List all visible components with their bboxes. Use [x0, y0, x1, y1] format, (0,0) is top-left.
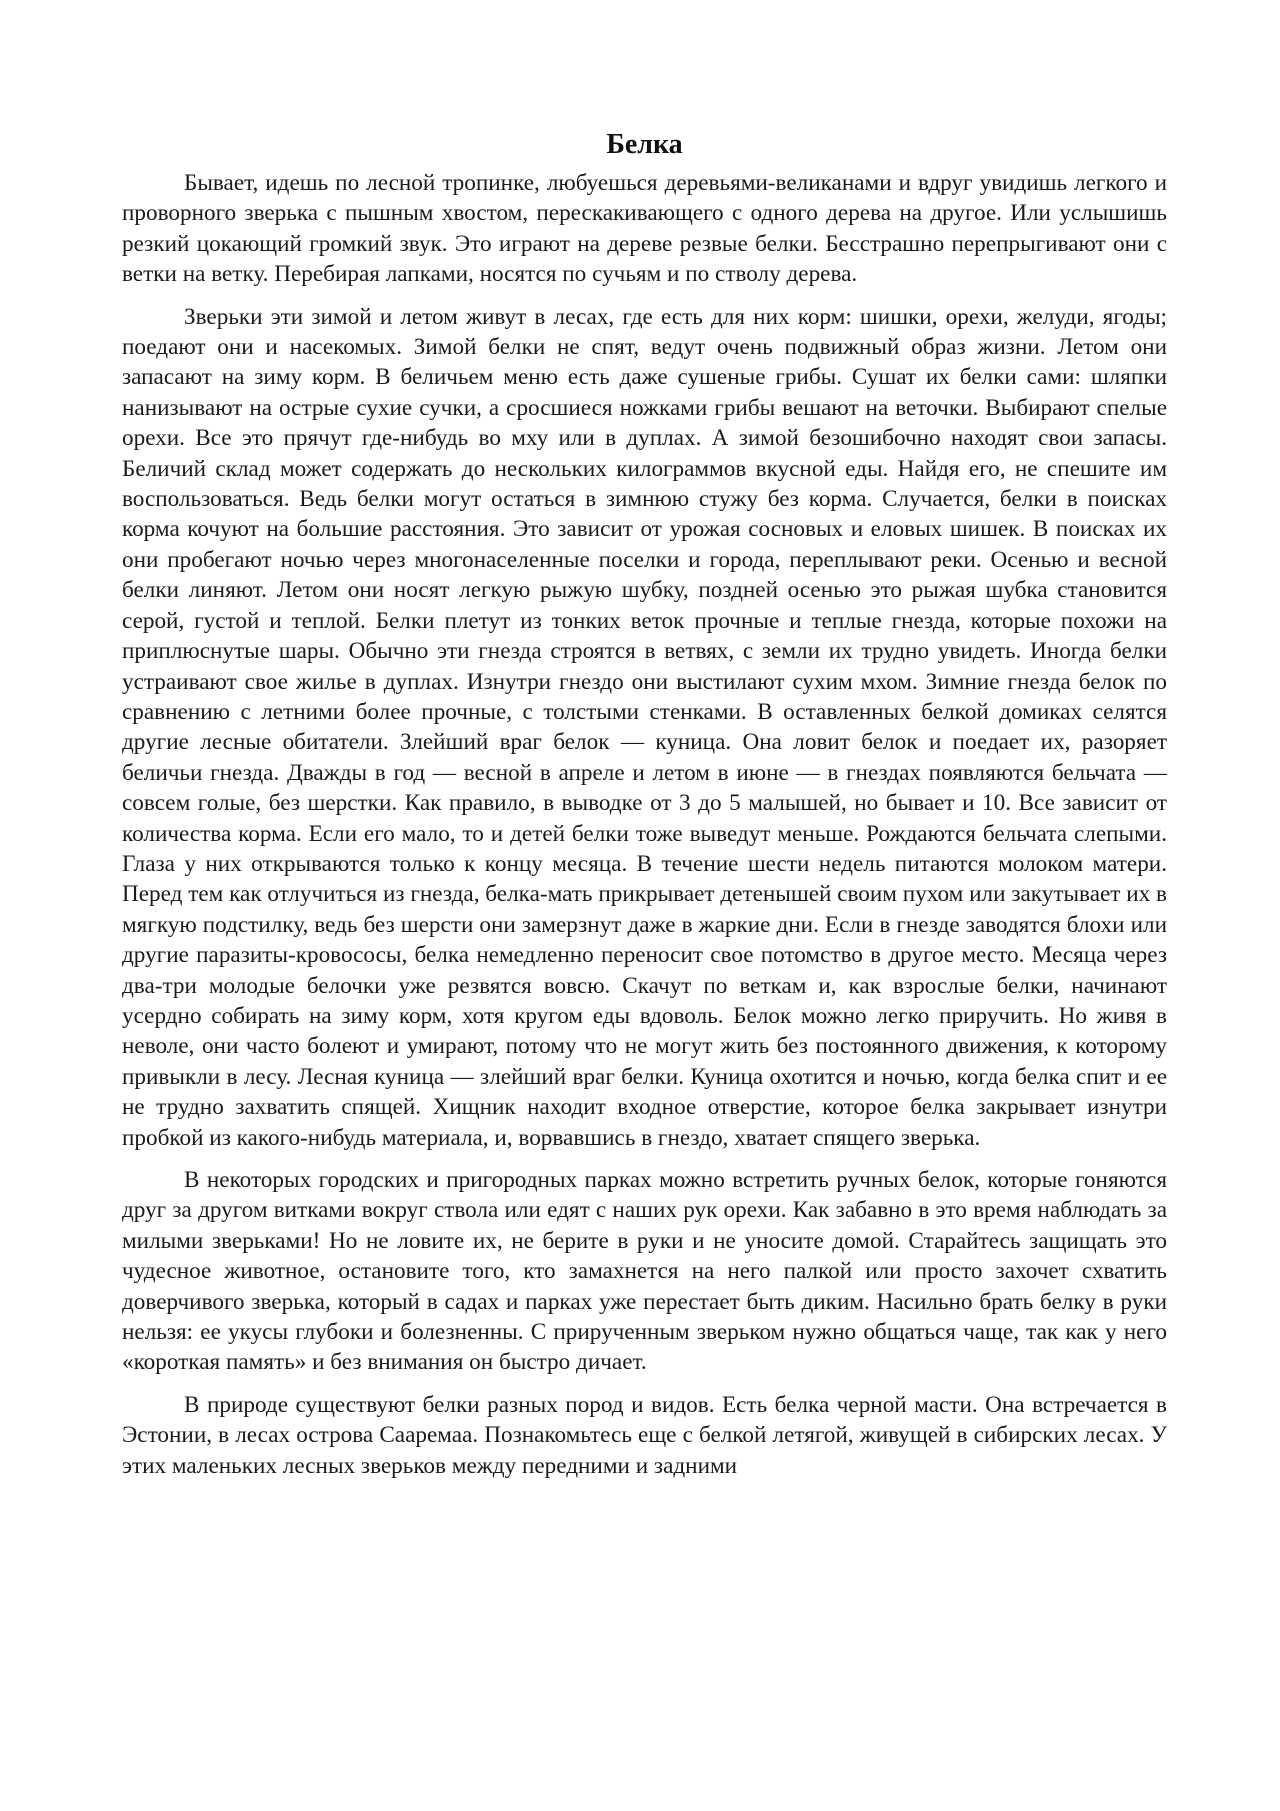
paragraph-3: В некоторых городских и пригородных парках можно встретить ручных белок, которые гоняются друг за другом витками вокруг ствола или едят с наших рук орехи. Как забавно в это время наблюдать за милыми зверьками! Но не ловите их, не берите в руки и не уносите домой. Старайтесь защищать это чудесное животное, остановите того, кто замахнется на него палкой или просто захочет схватить доверчивого зверька, который в садах и парках уже перестает быть диким. Насильно брать белку в руки нельзя: ее укусы глубоки и болезненны. С прирученным зверьком нужно общаться чаще, так как у него «короткая память» и без внимания он быстро дичает. — [122, 1167, 1167, 1376]
document-title: Белка — [606, 129, 683, 160]
paragraph-1: Бывает, идешь по лесной тропинке, любуешься деревьями-великанами и вдруг увидишь легкого и проворного зверька с пышным хвостом, перескакивающего с одного дерева на другое. Или услышишь резкий цокающий громкий звук. Это играют на дереве резвые белки. Бесстрашно перепрыгивают они с ветки на ветку. Перебирая лапками, носятся по сучьям и по стволу дерева. — [122, 170, 1167, 288]
paragraph-4: В природе существуют белки разных пород и видов. Есть белка черной масти. Она встречается в Эстонии, в лесах острова Сааремаа. Познакомьтесь еще с белкой летягой, живущей в сибирских лесах. У этих маленьких лесных зверьков между передними и задними — [122, 1391, 1167, 1479]
document-page — [122, 128, 1167, 1493]
paragraph-2: Зверьки эти зимой и летом живут в лесах, где есть для них корм: шишки, орехи, желуди, ягоды; поедают они и насекомых. Зимой белки не спят, ведут очень подвижный образ жизни. Летом они запасают на зиму корм. В беличьем меню есть даже сушеные грибы. Сушат их белки сами: шляпки нанизывают на острые сухие сучки, а сросшиеся ножками грибы вешают на веточки. Выбирают спелые орехи. Все это прячут где-нибудь во мху или в дуплах. А зимой безошибочно находят свои запасы. Беличий склад может содержать до нескольких килограммов вкусной еды. Найдя его, не спешите им воспользоваться. Ведь белки могут остаться в зимнюю стужу без корма. Случается, белки в поисках корма кочуют на большие расстояния. Это зависит от урожая сосновых и еловых шишек. В поисках их они пробегают ночью через многонаселенные поселки и города, переплывают реки. Осенью и весной белки линяют. Летом они носят легкую рыжую шубку, поздней осенью это рыжая шубка становится серой, густой и теплой. Белки плетут из тонких веток прочные и теплые гнезда, которые похожи на приплюснутые шары. Обычно эти гнезда строятся в ветвях, с земли их трудно увидеть. Иногда белки устраивают свое жилье в дуплах. Изнутри гнездо они выстилают сухим мхом. Зимние гнезда белок по сравнению с летними более прочные, с толстыми стенками. В оставленных белкой домиках селятся другие лесные обитатели. Злейший враг белок — куница. Она ловит белок и поедает их, разоряет беличьи гнезда. Дважды в год — весной в апреле и летом в июне — в гнездах появляются бельчата — совсем голые, без шерстки. Как правило, в выводке от 3 до 5 малышей, но бывает и 10. Все зависит от количества корма. Если его мало, то и детей белки тоже выведут меньше. Рождаются бельчата слепыми. Глаза у них открываются только к концу месяца. В течение шести недель питаются молоком матери. Перед тем как отлучиться из гнезда, белка-мать прикрывает детенышей своим пухом или закутывает их в мягкую подстилку, ведь без шерсти они замерзнут даже в жаркие дни. Если в гнезде заводятся блохи или другие паразиты-кровососы, белка немедленно переносит свое потомство в другое место. Месяца через два-три молодые белочки уже резвятся вовсю. Скачут по веткам и, как взрослые белки, начинают усердно собирать на зиму корм, хотя кругом еды вдоволь. Белок можно легко приручить. Но живя в неволе, они часто болеют и умирают, потому что не могут жить без постоянного движения, к которому привыкли в лесу. Лесная куница — злейший враг белки. Куница охотится и ночью, когда белка спит и ее не трудно захватить спящей. Хищник находит входное отверстие, которое белка закрывает изнутри пробкой из какого-нибудь материала, и, ворвавшись в гнездо, хватает спящего зверька. — [122, 303, 1167, 1151]
